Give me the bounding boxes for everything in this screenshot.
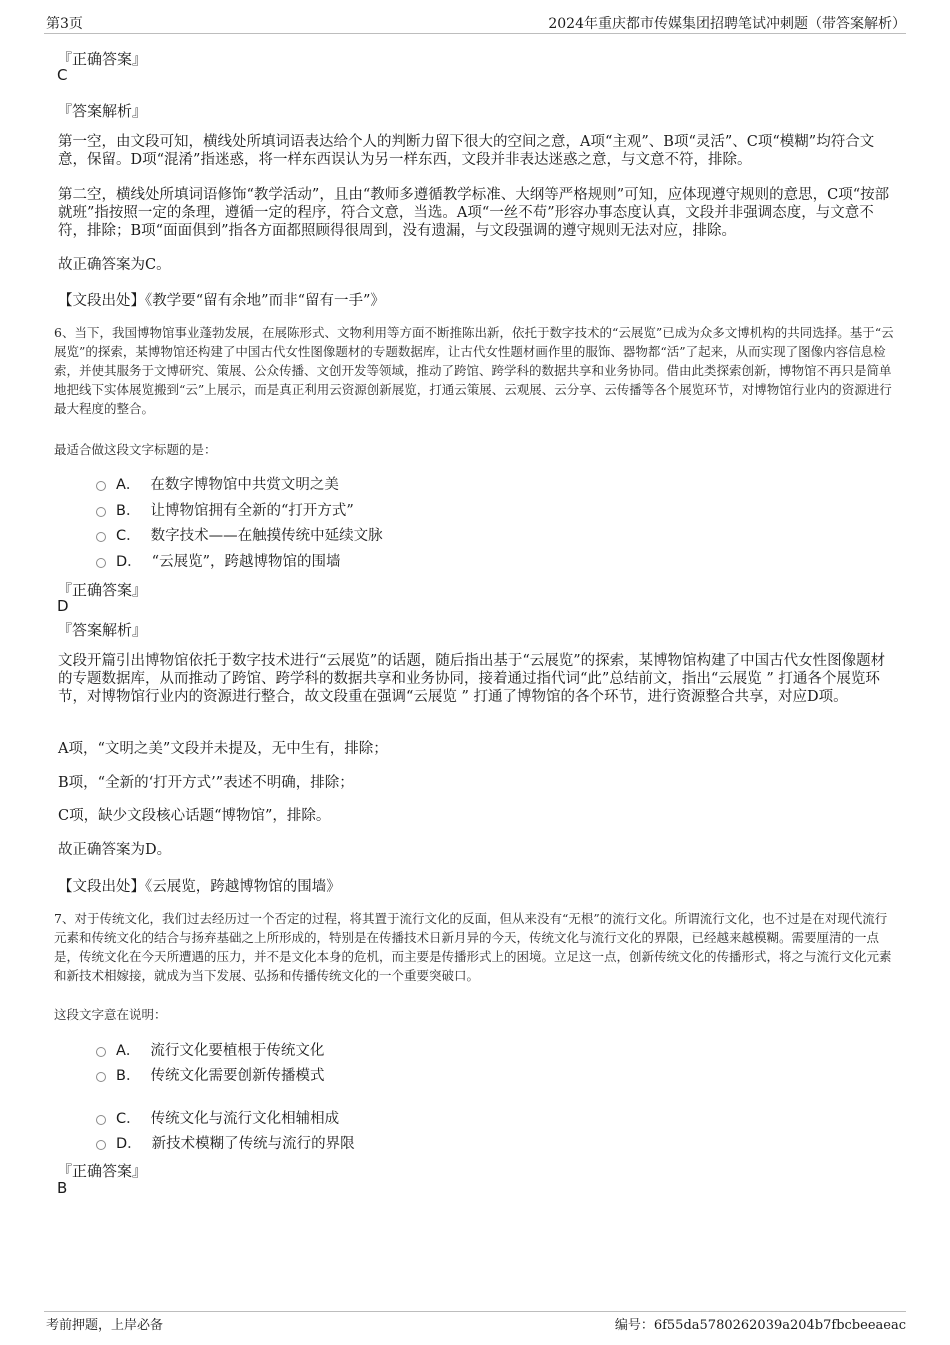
analysis-paragraph: 第一空，由文段可知，横线处所填词语表达给个人的判断力留下很大的空间之意，A项“主观”、B项“灵活”、C项“模糊”均符合文意，保留。D项“混淆”指迷惑，将一样东西误认为另一样东西，文段并非表达迷惑之意，与文意不符，排除。: [58, 134, 875, 168]
q7-option-c[interactable]: [96, 1107, 339, 1128]
analysis-line: B项，“全新的‘打开方式’”表述不明确，排除；: [58, 775, 354, 791]
option-letter: B．: [116, 1068, 141, 1084]
question-6-prompt: 最适合做这段文字标题的是：: [54, 442, 217, 457]
passage-source: 【文段出处】《云展览，跨越博物馆的围墙》: [58, 879, 341, 895]
passage-source: 【文段出处】《教学要“留有余地”而非“留有一手”》: [58, 293, 385, 309]
radio-icon[interactable]: [96, 1115, 106, 1125]
option-text: 传统文化与流行文化相辅相成: [150, 1111, 340, 1127]
option-text: 传统文化需要创新传播模式: [150, 1068, 325, 1084]
question-7-prompt: 这段文字意在说明：: [54, 1007, 167, 1022]
analysis-label: 『答案解析』: [57, 621, 148, 639]
option-letter: D．: [116, 1136, 142, 1152]
q6-option-d[interactable]: [96, 550, 341, 571]
correct-answer-value: B: [57, 1179, 68, 1197]
analysis-conclusion: 故正确答案为D。: [58, 842, 172, 858]
q7-option-d[interactable]: [96, 1132, 355, 1153]
option-letter: B．: [116, 503, 141, 519]
q7-option-b[interactable]: [96, 1064, 324, 1085]
option-text: “云展览”，跨越博物馆的围墙: [151, 554, 341, 570]
option-letter: C．: [116, 528, 141, 544]
q6-option-c[interactable]: [96, 524, 383, 545]
correct-answer-label: 『正确答案』: [57, 50, 148, 68]
correct-answer-value: D: [57, 597, 69, 615]
radio-icon[interactable]: [96, 1047, 106, 1057]
document-id: 编号：6f55da5780262039a204b7fbcbeeaeac: [614, 1318, 906, 1333]
option-text: 流行文化要植根于传统文化: [150, 1043, 325, 1059]
radio-icon[interactable]: [96, 1072, 106, 1082]
radio-icon[interactable]: [96, 558, 106, 568]
analysis-line: A项，“文明之美”文段并未提及，无中生有，排除；: [58, 741, 388, 757]
radio-icon[interactable]: [96, 481, 106, 491]
correct-answer-label: 『正确答案』: [57, 581, 148, 599]
analysis-conclusion: 故正确答案为C。: [58, 257, 171, 273]
option-text: 在数字博物馆中共赏文明之美: [150, 477, 339, 493]
option-text: 让博物馆拥有全新的“打开方式”: [150, 503, 354, 519]
document-title: 2024年重庆都市传媒集团招聘笔试冲刺题（带答案解析）: [548, 16, 906, 32]
radio-icon[interactable]: [96, 507, 106, 517]
page-number: 第3页: [46, 16, 83, 32]
radio-icon[interactable]: [96, 1140, 106, 1150]
option-letter: C．: [116, 1111, 141, 1127]
option-text: 新技术模糊了传统与流行的界限: [151, 1136, 355, 1152]
option-letter: D．: [116, 554, 142, 570]
analysis-paragraph: 第二空，横线处所填词语修饰“教学活动”，且由“教师多遵循教学标准、大纲等严格规则”可知，应体现遵守规则的意思，C项“按部就班”指按照一定的条理，遵循一定的程序，符合文意，当选。A项“一丝不苟”形容办事态度认真，文段并非强调态度，与文意不符，排除；B项“面面俱到”指各方面都照顾得很周到，没有遗漏，与文段强调的遵守规则无法对应，排除。: [58, 187, 890, 239]
q7-option-a[interactable]: [96, 1039, 324, 1060]
analysis-line: C项，缺少文段核心话题“博物馆”，排除。: [58, 808, 331, 824]
analysis-paragraph: 文段开篇引出博物馆依托于数字技术进行“云展览”的话题，随后指出基于“云展览”的探索，某博物馆构建了中国古代女性图像题材的专题数据库，从而推动了跨馆、跨学科的数据共享和业务协同，接着通过指代词“此”总结前文，指出“云展览 ” 打通各个展览环节，对博物馆行业内的资源进行整合，故文段重在强调“云展览 ” 打通了博物馆的各个环节，进行资源整合共享，对应D项。: [58, 653, 886, 705]
analysis-label: 『答案解析』: [57, 102, 148, 120]
header-divider: [44, 33, 906, 34]
q6-option-a[interactable]: [96, 473, 339, 494]
question-7-text: 7、对于传统文化，我们过去经历过一个否定的过程，将其置于流行文化的反面，但从来没有“无根”的流行文化。所谓流行文化，也不过是在对现代流行元素和传统文化的结合与扬弃基础之上所形成的，特别是在传播技术日新月异的今天，传统文化与流行文化的界限，已经越来越模糊。需要厘清的一点是，传统文化在今天所遭遇的压力，并不是文化本身的危机，而主要是传播形式上的困境。立足这一点，创新传统文化的传播形式，将之与流行文化元素和新技术相嫁接，就成为当下发展、弘扬和传播传统文化的一个重要突破口。: [54, 911, 892, 983]
correct-answer-label: 『正确答案』: [57, 1162, 148, 1180]
footer-slogan: 考前押题，上岸必备: [46, 1318, 164, 1333]
radio-icon[interactable]: [96, 532, 106, 542]
q6-option-b[interactable]: [96, 499, 354, 520]
option-text: 数字技术——在触摸传统中延续文脉: [150, 528, 383, 544]
question-6-text: 6、当下，我国博物馆事业蓬勃发展，在展陈形式、文物利用等方面不断推陈出新，依托于数字技术的“云展览”已成为众多文博机构的共同选择。基于“云展览”的探索，某博物馆还构建了中国古代女性图像题材的专题数据库，让古代女性题材画作里的服饰、器物都“活”了起来，从而实现了图像内容信息检索，并使其服务于文博研究、策展、公众传播、文创开发等领域，推动了跨馆、跨学科的数据共享和业务协同。借由此类探索创新，博物馆不再只是简单地把线下实体展览搬到“云”上展示，而是真正利用云资源创新展览，打通云策展、云观展、云分享、云传播等各个展览环节，对博物馆行业内的资源进行最大程度的整合。: [54, 325, 894, 416]
option-letter: A．: [116, 477, 141, 493]
option-letter: A．: [116, 1043, 141, 1059]
correct-answer-value: C: [57, 66, 68, 84]
footer-divider: [44, 1311, 906, 1312]
